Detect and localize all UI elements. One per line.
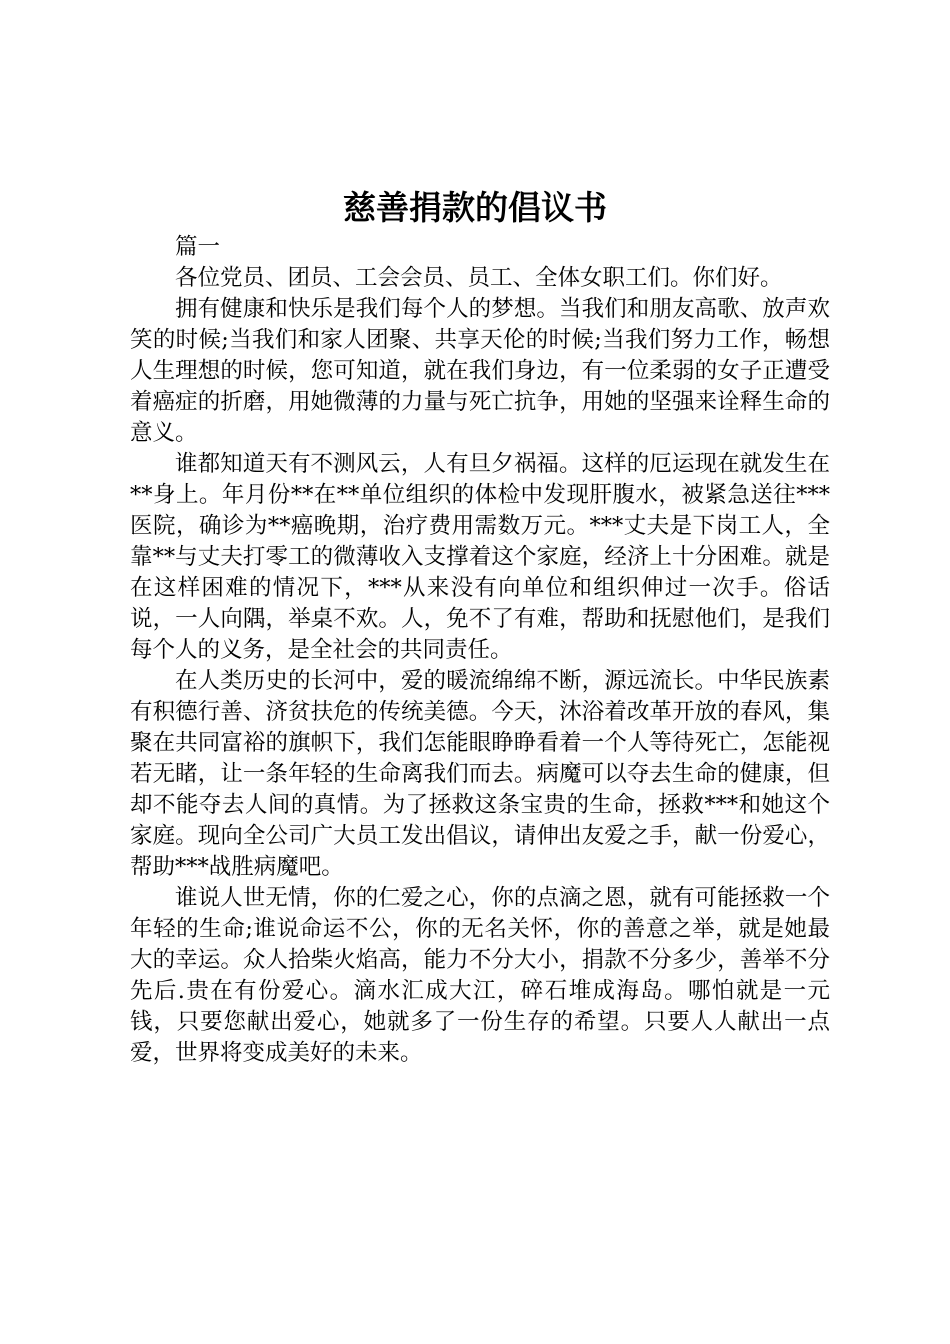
- paragraph-salutation: 各位党员、团员、工会会员、员工、全体女职工们。你们好。: [175, 265, 783, 291]
- paragraph-3: 在人类历史的长河中，爱的暖流绵绵不断，源远流长。中华民族素有积德行善、济贫扶危的传统美德。今天，沐浴着改革开放的春风，集聚在共同富裕的旗帜下，我们怎能眼睁睁看着一个人等待死亡，怎能视若无睹，让一条年轻的生命离我们而去。病魔可以夺去生命的健康，但却不能夺去人间的真情。为了拯救这条宝贵的生命，拯救***和她这个家庭。现向全公司广大员工发出倡议，请伸出友爱之手，献一份爱心，帮助***战胜病魔吧。: [130, 668, 830, 880]
- section-label: 篇一: [175, 234, 221, 260]
- document-body: [130, 232, 830, 1069]
- document-title: 慈善捐款的倡议书: [343, 188, 607, 227]
- paragraph-1: 拥有健康和快乐是我们每个人的梦想。当我们和朋友高歌、放声欢笑的时候;当我们和家人团聚、共享天伦的时候;当我们努力工作，畅想人生理想的时候，您可知道，就在我们身边，有一位柔弱的女子正遭受着癌症的折磨，用她微薄的力量与死亡抗争，用她的坚强来诠释生命的意义。: [130, 296, 830, 446]
- paragraph-2: 谁都知道天有不测风云，人有旦夕祸福。这样的厄运现在就发生在**身上。年月份**在**单位组织的体检中发现肝腹水，被紧急送往***医院，确诊为**癌晚期，治疗费用需数万元。***丈夫是下岗工人，全靠**与丈夫打零工的微薄收入支撑着这个家庭，经济上十分困难。就是在这样困难的情况下，***从来没有向单位和组织伸过一次手。俗话说，一人向隅，举桌不欢。人，免不了有难，帮助和抚慰他们，是我们每个人的义务，是全社会的共同责任。: [130, 451, 830, 663]
- paragraph-4: 谁说人世无情，你的仁爱之心，你的点滴之恩，就有可能拯救一个年轻的生命;谁说命运不公，你的无名关怀，你的善意之举，就是她最大的幸运。众人拾柴火焰高，能力不分大小，捐款不分多少，善举不分先后.贵在有份爱心。滴水汇成大江，碎石堆成海岛。哪怕就是一元钱，只要您献出爱心，她就多了一份生存的希望。只要人人献出一点爱，世界将变成美好的未来。: [130, 885, 830, 1066]
